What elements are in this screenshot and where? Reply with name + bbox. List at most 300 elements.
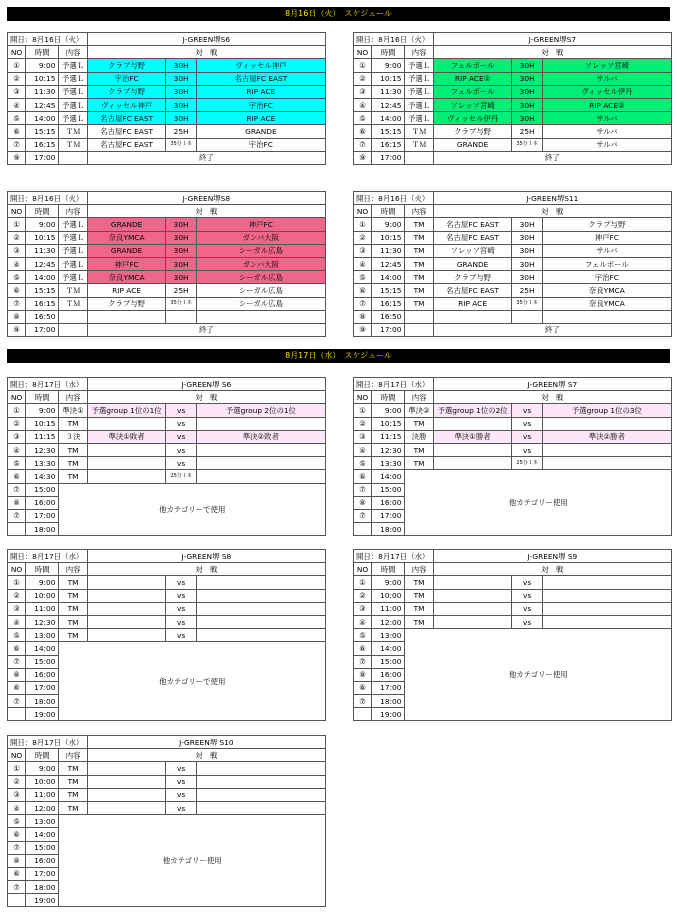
team-home — [433, 615, 512, 628]
row-number: ⑦ — [8, 841, 26, 854]
kickoff-time: 11:30 — [26, 244, 59, 257]
match-duration: 30H — [166, 218, 196, 231]
team-away: サルバ — [542, 112, 671, 125]
kickoff-time: 12:45 — [372, 257, 405, 270]
header-row — [8, 563, 326, 576]
match-duration: 35分１本 — [166, 297, 196, 310]
schedule-table — [7, 32, 326, 165]
table-row — [8, 642, 326, 655]
header-row — [8, 205, 326, 218]
table-row — [354, 629, 672, 642]
row-number: ⑤ — [8, 815, 26, 828]
row-number: ⑦ — [354, 655, 372, 668]
col-header-kind: 内容 — [59, 205, 87, 218]
kickoff-time: 16:00 — [26, 668, 59, 681]
team-home — [433, 589, 512, 602]
table-row — [8, 112, 326, 125]
row-number: ⑥ — [354, 642, 372, 655]
table-row — [354, 602, 672, 615]
match-kind: TM — [59, 457, 87, 470]
row-number: ⑤ — [354, 112, 372, 125]
team-home — [87, 602, 166, 615]
match-kind: ＴＭ — [59, 138, 87, 151]
col-header-time: 時間 — [372, 46, 405, 59]
match-kind: TM — [405, 231, 433, 244]
team-away: サルバ — [542, 138, 671, 151]
row-number: ⑦ — [354, 483, 372, 496]
schedule-s8-0816 — [7, 191, 326, 337]
team-away — [542, 457, 671, 470]
kickoff-time: 16:50 — [26, 310, 59, 323]
row-number: ② — [8, 589, 26, 602]
schedule-s6-0817 — [7, 377, 326, 536]
schedule-table — [353, 191, 672, 337]
row-number: ⑧ — [354, 668, 372, 681]
header-row — [8, 749, 326, 762]
table-row — [8, 284, 326, 297]
team-away — [542, 576, 671, 589]
venue-name: J-GREEN堺 S6 — [87, 378, 325, 391]
row-number: ⑧ — [8, 854, 26, 867]
kickoff-time: 9:00 — [372, 404, 405, 417]
match-duration: 30H — [166, 231, 196, 244]
kickoff-time: 10:15 — [26, 72, 59, 85]
kickoff-time: 13:30 — [26, 457, 59, 470]
team-away: GRANDE — [196, 125, 325, 138]
schedule-s11-0816 — [353, 191, 672, 337]
team-home: 準決①敗者 — [87, 430, 166, 443]
schedule-s8-0817 — [7, 549, 326, 721]
match-duration: vs — [166, 775, 196, 788]
header-row — [8, 46, 326, 59]
team-away: 神戸FC — [542, 231, 671, 244]
kickoff-time: 17:00 — [372, 681, 405, 694]
kickoff-time: 14:30 — [26, 470, 59, 483]
table-row — [354, 417, 672, 430]
match-kind: 予選Ｌ — [59, 85, 87, 98]
match-kind: TM — [405, 417, 433, 430]
schedule-table — [7, 549, 326, 721]
schedule-table — [7, 377, 326, 536]
schedule-s6-0816 — [7, 32, 326, 165]
table-row — [8, 151, 326, 164]
kickoff-time: 15:15 — [26, 284, 59, 297]
team-away: 予選group 2位の1位 — [196, 404, 325, 417]
row-number: ⑧ — [354, 310, 372, 323]
team-home — [87, 629, 166, 642]
match-kind — [405, 151, 433, 164]
col-header-match: 対 戦 — [87, 749, 325, 762]
row-number: ③ — [8, 244, 26, 257]
kickoff-time: 18:00 — [372, 695, 405, 708]
match-kind: TM — [405, 457, 433, 470]
schedule-date: 開日：8月17日（水） — [354, 378, 434, 391]
match-kind: TM — [405, 244, 433, 257]
row-number: ① — [354, 404, 372, 417]
schedule-s9-0817 — [353, 549, 672, 721]
team-home: 名古屋FC EAST — [433, 218, 512, 231]
kickoff-time: 16:15 — [26, 138, 59, 151]
match-kind: TM — [59, 602, 87, 615]
team-home — [433, 417, 512, 430]
kickoff-time: 15:15 — [26, 125, 59, 138]
table-row — [354, 59, 672, 72]
team-home: 予選group 1位の2位 — [433, 404, 512, 417]
team-home — [87, 788, 166, 801]
col-header-kind: 内容 — [59, 749, 87, 762]
kickoff-time: 10:00 — [26, 775, 59, 788]
match-kind: ３決 — [59, 430, 87, 443]
table-row — [8, 138, 326, 151]
team-home: フェルボール — [433, 85, 512, 98]
venue-name: J-GREEN堺S11 — [433, 192, 671, 205]
match-kind: TM — [59, 762, 87, 775]
row-number — [8, 708, 26, 721]
match-kind: 予選Ｌ — [405, 59, 433, 72]
kickoff-time: 10:15 — [372, 417, 405, 430]
match-kind: 予選Ｌ — [59, 98, 87, 111]
kickoff-time: 18:00 — [26, 695, 59, 708]
team-away — [196, 310, 325, 323]
kickoff-time: 11:30 — [26, 85, 59, 98]
match-kind: 予選Ｌ — [59, 112, 87, 125]
match-kind: TM — [405, 615, 433, 628]
kickoff-time: 14:00 — [372, 112, 405, 125]
table-row — [8, 218, 326, 231]
row-number: ⑨ — [354, 323, 372, 336]
title-row — [8, 736, 326, 749]
match-kind: TM — [59, 576, 87, 589]
team-away: シーガル広島 — [196, 284, 325, 297]
match-kind — [59, 323, 87, 336]
kickoff-time: 9:00 — [26, 576, 59, 589]
row-number: ② — [8, 417, 26, 430]
team-home — [433, 443, 512, 456]
team-away: サルバ — [542, 72, 671, 85]
team-away: ソレッソ宮崎 — [542, 59, 671, 72]
match-duration: 30H — [166, 72, 196, 85]
kickoff-time: 11:15 — [26, 430, 59, 443]
other-category-note: 他カテゴリー使用 — [405, 470, 672, 536]
row-number: ⑥ — [354, 470, 372, 483]
match-kind: TM — [59, 589, 87, 602]
schedule-date: 開日：8月16日（火） — [354, 33, 434, 46]
col-header-kind: 内容 — [405, 46, 433, 59]
kickoff-time: 16:00 — [26, 854, 59, 867]
match-duration: vs — [166, 417, 196, 430]
kickoff-time: 14:00 — [26, 828, 59, 841]
match-kind: TM — [405, 257, 433, 270]
col-header-no: NO — [8, 205, 26, 218]
team-home: クラブ与野 — [87, 59, 166, 72]
kickoff-time: 12:30 — [26, 443, 59, 456]
row-number: ② — [354, 417, 372, 430]
kickoff-time: 12:00 — [372, 615, 405, 628]
col-header-time: 時間 — [26, 563, 59, 576]
kickoff-time: 17:00 — [26, 867, 59, 880]
match-duration: vs — [512, 602, 542, 615]
match-duration: vs — [512, 589, 542, 602]
table-row — [8, 125, 326, 138]
col-header-no: NO — [8, 391, 26, 404]
row-number: ③ — [8, 430, 26, 443]
team-home: 奈良YMCA — [87, 271, 166, 284]
table-row — [354, 443, 672, 456]
table-row — [354, 271, 672, 284]
kickoff-time: 14:00 — [372, 470, 405, 483]
row-number — [354, 708, 372, 721]
team-away — [196, 775, 325, 788]
kickoff-time: 11:00 — [372, 602, 405, 615]
team-home: ソレッソ宮崎 — [433, 98, 512, 111]
table-row — [354, 125, 672, 138]
row-number: ⑦ — [8, 483, 26, 496]
kickoff-time: 16:00 — [372, 668, 405, 681]
match-kind — [59, 151, 87, 164]
row-number: ⑧ — [8, 310, 26, 323]
team-away — [196, 576, 325, 589]
schedule-table — [7, 191, 326, 337]
end-label: 終了 — [87, 151, 325, 164]
col-header-match: 対 戦 — [87, 205, 325, 218]
header-row — [354, 391, 672, 404]
team-home — [433, 602, 512, 615]
team-away — [542, 443, 671, 456]
schedule-date: 開日：8月17日（水） — [8, 378, 88, 391]
table-row — [8, 231, 326, 244]
team-home: クラブ与野 — [87, 297, 166, 310]
row-number: ② — [354, 589, 372, 602]
col-header-no: NO — [8, 46, 26, 59]
table-row — [8, 98, 326, 111]
col-header-time: 時間 — [372, 205, 405, 218]
schedule-s7-0817 — [353, 377, 672, 536]
kickoff-time: 18:00 — [26, 881, 59, 894]
row-number: ⑥ — [8, 642, 26, 655]
team-away: 準決②敗者 — [196, 430, 325, 443]
match-duration: 25分１本 — [166, 470, 196, 483]
venue-name: J-GREEN堺 S9 — [433, 550, 671, 563]
table-row — [354, 244, 672, 257]
match-duration: 35分１本 — [512, 297, 542, 310]
other-category-note: 他カテゴリー使用 — [59, 815, 326, 907]
kickoff-time: 11:00 — [26, 788, 59, 801]
other-category-note: 他カテゴリーで使用 — [59, 483, 326, 536]
team-away: 予選group 1位の3位 — [542, 404, 671, 417]
kickoff-time: 16:50 — [372, 310, 405, 323]
schedule-date: 開日：8月17日（水） — [354, 550, 434, 563]
row-number: ② — [8, 775, 26, 788]
table-row — [8, 483, 326, 496]
kickoff-time: 16:15 — [26, 297, 59, 310]
header-row — [8, 391, 326, 404]
day1-header-bar: 8月16日（火） スケジュール — [7, 7, 670, 21]
kickoff-time: 14:00 — [26, 271, 59, 284]
title-row — [354, 33, 672, 46]
row-number: ⑤ — [8, 457, 26, 470]
other-category-note: 他カテゴリーで使用 — [59, 642, 326, 721]
col-header-match: 対 戦 — [433, 391, 671, 404]
kickoff-time: 12:30 — [26, 615, 59, 628]
team-home: 予選group 1位の1位 — [87, 404, 166, 417]
col-header-time: 時間 — [372, 391, 405, 404]
kickoff-time: 17:00 — [26, 323, 59, 336]
team-home: 名古屋FC EAST — [87, 125, 166, 138]
kickoff-time: 10:15 — [372, 231, 405, 244]
row-number: ③ — [354, 85, 372, 98]
match-duration: 30H — [512, 271, 542, 284]
table-row — [8, 271, 326, 284]
team-away: クラブ与野 — [542, 218, 671, 231]
kickoff-time: 9:00 — [26, 218, 59, 231]
team-home: 神戸FC — [87, 257, 166, 270]
row-number: ④ — [354, 98, 372, 111]
kickoff-time: 16:00 — [26, 496, 59, 509]
table-row — [8, 85, 326, 98]
team-away: 奈良YMCA — [542, 284, 671, 297]
team-away — [542, 615, 671, 628]
table-row — [354, 430, 672, 443]
col-header-time: 時間 — [26, 391, 59, 404]
match-duration: vs — [166, 589, 196, 602]
team-away: RIP ACE — [196, 85, 325, 98]
kickoff-time: 17:00 — [372, 509, 405, 522]
row-number: ⑦ — [8, 297, 26, 310]
table-row — [354, 257, 672, 270]
kickoff-time: 16:15 — [372, 297, 405, 310]
kickoff-time: 17:00 — [372, 151, 405, 164]
team-home — [87, 801, 166, 814]
team-home — [87, 310, 166, 323]
team-home — [87, 417, 166, 430]
kickoff-time: 9:00 — [372, 576, 405, 589]
table-row — [354, 323, 672, 336]
row-number: ⑦ — [8, 509, 26, 522]
table-row — [354, 615, 672, 628]
kickoff-time: 12:00 — [26, 801, 59, 814]
match-kind: TM — [405, 576, 433, 589]
team-home: クラブ与野 — [433, 125, 512, 138]
team-away: RIP ACE② — [542, 98, 671, 111]
match-kind: 予選Ｌ — [405, 85, 433, 98]
match-kind: TM — [59, 443, 87, 456]
row-number: ① — [8, 576, 26, 589]
end-label: 終了 — [433, 323, 671, 336]
kickoff-time: 10:00 — [372, 589, 405, 602]
row-number: ⑧ — [354, 496, 372, 509]
match-kind: 準決① — [59, 404, 87, 417]
kickoff-time: 12:45 — [372, 98, 405, 111]
kickoff-time: 15:00 — [26, 483, 59, 496]
table-row — [354, 85, 672, 98]
row-number: ② — [8, 72, 26, 85]
team-away: フェルボール — [542, 257, 671, 270]
row-number: ⑤ — [354, 271, 372, 284]
match-kind: TM — [59, 801, 87, 814]
table-row — [8, 775, 326, 788]
table-row — [354, 112, 672, 125]
schedule-date: 開日：8月17日（水） — [8, 736, 88, 749]
kickoff-time: 9:00 — [26, 59, 59, 72]
table-row — [8, 602, 326, 615]
row-number: ① — [8, 762, 26, 775]
team-away: ガンバ大阪 — [196, 257, 325, 270]
match-kind: TM — [405, 589, 433, 602]
row-number: ① — [354, 218, 372, 231]
kickoff-time: 17:00 — [26, 151, 59, 164]
row-number: ⑥ — [8, 125, 26, 138]
table-row — [8, 762, 326, 775]
kickoff-time: 15:00 — [26, 841, 59, 854]
team-away — [196, 470, 325, 483]
kickoff-time: 10:15 — [26, 417, 59, 430]
team-home — [87, 576, 166, 589]
schedule-date: 開日：8月16日（火） — [354, 192, 434, 205]
match-duration: 30H — [166, 59, 196, 72]
table-row — [354, 404, 672, 417]
team-away: RIP ACE — [196, 112, 325, 125]
team-away: ヴィッセル神戸 — [196, 59, 325, 72]
match-duration: 30H — [512, 85, 542, 98]
match-duration: vs — [166, 615, 196, 628]
team-home: ソレッソ宮崎 — [433, 244, 512, 257]
table-row — [8, 323, 326, 336]
row-number: ② — [354, 231, 372, 244]
col-header-kind: 内容 — [59, 391, 87, 404]
team-away — [196, 457, 325, 470]
match-duration: vs — [166, 762, 196, 775]
match-duration: 30H — [512, 218, 542, 231]
match-duration: 30H — [512, 231, 542, 244]
schedule-table — [7, 735, 326, 907]
col-header-time: 時間 — [372, 563, 405, 576]
match-kind: TM — [59, 470, 87, 483]
kickoff-time: 19:00 — [26, 708, 59, 721]
match-kind: ＴＭ — [405, 138, 433, 151]
title-row — [8, 378, 326, 391]
col-header-no: NO — [354, 563, 372, 576]
team-home — [87, 470, 166, 483]
row-number: ⑥ — [8, 470, 26, 483]
table-row — [8, 815, 326, 828]
table-row — [8, 470, 326, 483]
team-away — [196, 762, 325, 775]
match-duration: 35分１本 — [166, 138, 196, 151]
match-duration: 30H — [512, 72, 542, 85]
col-header-kind: 内容 — [59, 563, 87, 576]
kickoff-time: 11:15 — [372, 430, 405, 443]
row-number: ⑨ — [8, 323, 26, 336]
match-duration: 30H — [512, 257, 542, 270]
match-duration: vs — [166, 788, 196, 801]
table-row — [8, 297, 326, 310]
kickoff-time: 18:00 — [26, 523, 59, 536]
match-kind: 予選Ｌ — [59, 244, 87, 257]
match-duration: vs — [166, 404, 196, 417]
title-row — [354, 550, 672, 563]
kickoff-time: 10:00 — [26, 589, 59, 602]
header-row — [354, 563, 672, 576]
match-kind: TM — [405, 218, 433, 231]
title-row — [354, 192, 672, 205]
row-number: ⑧ — [8, 668, 26, 681]
match-duration — [166, 310, 196, 323]
table-row — [354, 72, 672, 85]
match-kind: 予選Ｌ — [405, 72, 433, 85]
team-away — [196, 615, 325, 628]
match-kind: ＴＭ — [59, 297, 87, 310]
venue-name: J-GREEN堺 S10 — [87, 736, 325, 749]
